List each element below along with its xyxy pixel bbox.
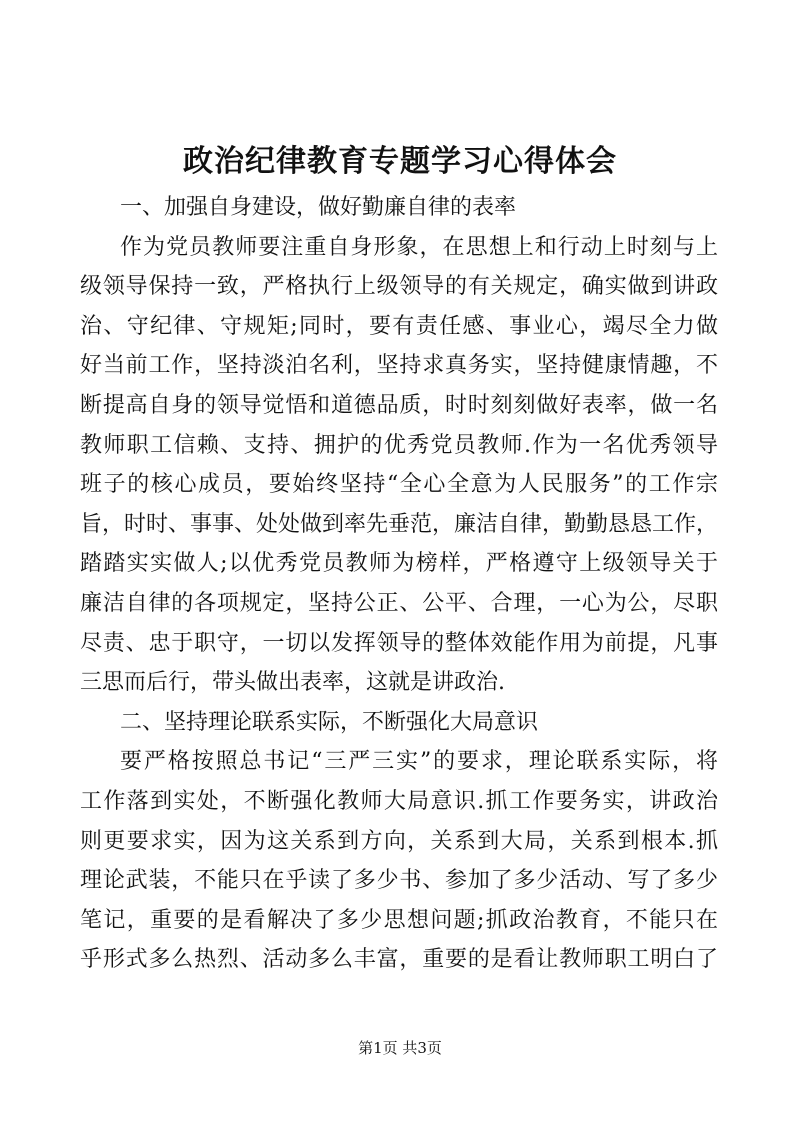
paragraph-line: 好当前工作，坚持淡泊名利，坚持求真务实，坚持健康情趣，不 (80, 353, 718, 379)
paragraph-line: 教师职工信赖、支持、拥护的优秀党员教师.作为一名优秀领导 (80, 432, 718, 458)
paragraph-line: 治、守纪律、守规矩;同时，要有责任感、事业心，竭尽全力做 (80, 313, 718, 339)
paragraph-line: 理论武装，不能只在乎读了多少书、参加了多少活动、写了多少 (80, 868, 718, 894)
paragraph-line: 要严格按照总书记“三严三实”的要求，理论联系实际，将 (120, 749, 718, 775)
document-title: 政治纪律教育专题学习心得体会 (183, 144, 617, 179)
paragraph-line: 笔记，重要的是看解决了多少思想问题;抓政治教育，不能只在 (80, 907, 718, 933)
paragraph-line: 则更要求实，因为这关系到方向，关系到大局，关系到根本.抓 (80, 828, 718, 854)
paragraph-line: 三思而后行，带头做出表率，这就是讲政治. (80, 670, 505, 696)
paragraph-line: 尽责、忠于职守，一切以发挥领导的整体效能作用为前提，凡事 (80, 630, 718, 656)
paragraph-line: 断提高自身的领导觉悟和道德品质，时时刻刻做好表率，做一名 (80, 392, 718, 418)
paragraph-line: 乎形式多么热烈、活动多么丰富，重要的是看让教师职工明白了 (80, 947, 718, 973)
paragraph-line: 级领导保持一致，严格执行上级领导的有关规定，确实做到讲政 (80, 274, 718, 300)
paragraph-line: 廉洁自律的各项规定，坚持公正、公平、合理，一心为公，尽职 (80, 590, 718, 616)
page-footer: 第1页 共3页 (358, 1039, 442, 1057)
document-body (80, 188, 718, 980)
paragraph-line: 踏踏实实做人;以优秀党员教师为榜样，严格遵守上级领导关于 (80, 551, 718, 577)
paragraph-line: 工作落到实处，不断强化教师大局意识.抓工作要务实，讲政治 (80, 788, 718, 814)
section-heading: 二、坚持理论联系实际，不断强化大局意识 (120, 709, 539, 735)
section-heading: 一、加强自身建设，做好勤廉自律的表率 (120, 195, 517, 220)
paragraph-line: 作为党员教师要注重自身形象，在思想上和行动上时刻与上 (120, 234, 718, 260)
paragraph-line: 旨，时时、事事、处处做到率先垂范，廉洁自律，勤勤恳恳工作， (80, 511, 718, 537)
paragraph-line: 班子的核心成员，要始终坚持“全心全意为人民服务”的工作宗 (80, 472, 718, 498)
